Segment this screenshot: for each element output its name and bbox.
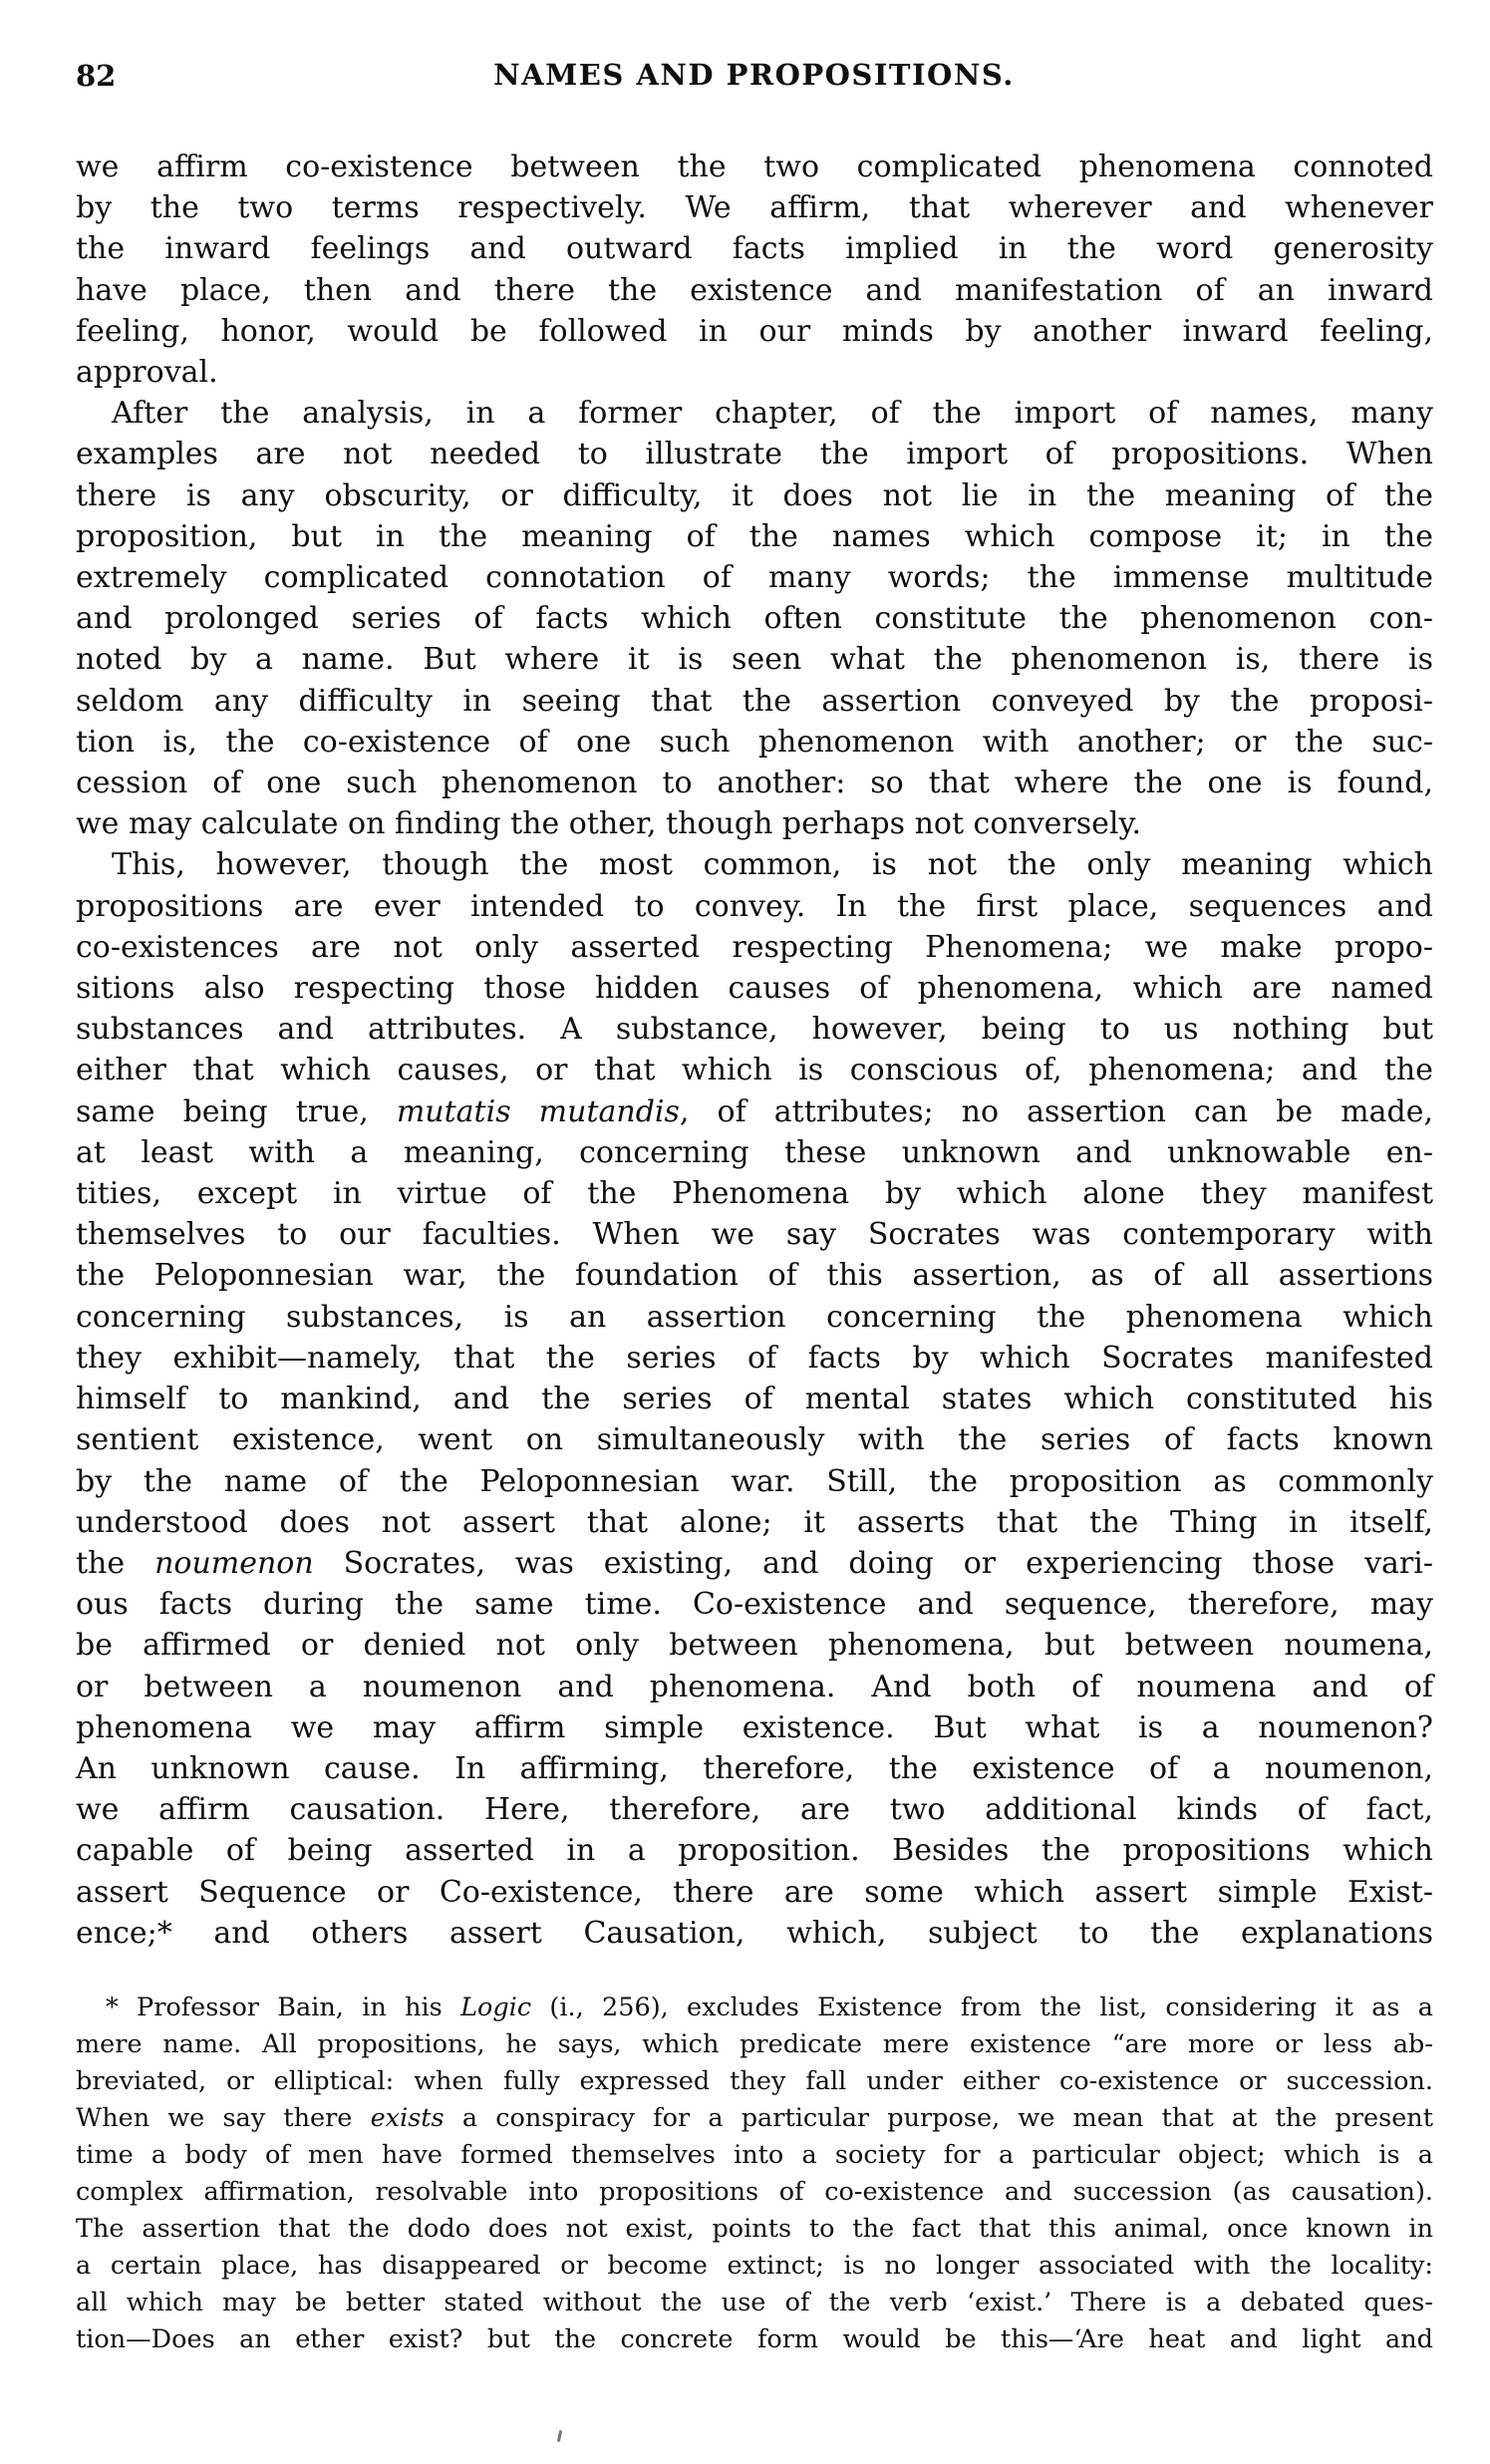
page-number: 82 [76,59,117,93]
text-line: seldom any difficulty in seeing that the assertion conveyed by the proposi- [76,683,1433,719]
text-line: and prolonged series of facts which often constitute the phenomenon con- [76,601,1433,637]
text-line: be affirmed or denied not only between phenomena, but between noumena, [76,1628,1433,1664]
text-line: An unknown cause. In affirming, therefore, the existence of a noumenon, [76,1750,1433,1786]
text-line: assert Sequence or Co-existence, there are some which assert simple Exist- [76,1874,1433,1910]
text-line: themselves to our faculties. When we say Socrates was contemporary with [76,1217,1433,1253]
text-line: or between a noumenon and phenomena. And both of noumena and of [76,1669,1433,1704]
text-line: there is any obscurity, or difficulty, it does not lie in the meaning of the [76,477,1433,513]
paragraph [76,393,1433,844]
text-line: capable of being asserted in a proposition. Besides the propositions which [76,1833,1433,1869]
text-line: After the analysis, in a former chapter, of the import of names, many [112,396,1433,432]
paragraph [76,147,1433,393]
text-line: we affirm co-existence between the two complicated phenomena connoted [76,150,1433,184]
text-line: propositions are ever intended to convey. In the first place, sequences and [76,888,1433,924]
text-line: * Professor Bain, in his Logic (i., 256), excludes Existence from the list, considering it as a [106,1993,1434,2022]
text-line: complex affirmation, resolvable into propositions of co-existence and succession (as causation). [76,2177,1433,2207]
text-line: same being true, mutatis mutandis, of attributes; no assertion can be made, [76,1093,1433,1129]
text-line: This, however, though the most common, is not the only meaning which [112,847,1433,883]
text-line: the Peloponnesian war, the foundation of this assertion, as of all assertions [76,1258,1433,1294]
text-line: When we say there exists a conspiracy for a particular purpose, we mean that at the present [76,2103,1433,2133]
text-line: tion—Does an ether exist? but the concrete form would be this—‘Are heat and light and [76,2324,1433,2354]
text-line: extremely complicated connotation of many words; the immense multitude [76,560,1433,596]
text-line: understood does not assert that alone; it asserts that the Thing in itself, [76,1504,1433,1540]
text-line: breviated, or elliptical: when fully expressed they fall under either co-existence or succession. [76,2066,1433,2096]
text-line: proposition, but in the meaning of the names which compose it; in the [76,518,1433,554]
text-line: the inward feelings and outward facts implied in the word generosity [76,231,1433,267]
text-line: co-existences are not only asserted respecting Phenomena; we make propo- [76,929,1433,965]
text-line: we may calculate on finding the other, though perhaps not conversely. [76,806,1142,842]
text-line: tities, except in virtue of the Phenomena by which alone they manifest [76,1176,1433,1212]
text-line: they exhibit—namely, that the series of facts by which Socrates manifested [76,1340,1433,1376]
text-line: by the name of the Peloponnesian war. Still, the proposition as commonly [76,1463,1433,1499]
footnote [76,1990,1433,2358]
paragraph [76,1990,1433,2358]
text-line: by the two terms respectively. We affirm, that wherever and whenever [76,190,1433,226]
text-line: a certain place, has disappeared or become extinct; is no longer associated with the locality: [76,2251,1433,2281]
text-line: time a body of men have formed themselves into a society for a particular object; which is a [76,2140,1433,2170]
text-line: sentient existence, went on simultaneously with the series of facts known [76,1422,1433,1458]
text-line: have place, then and there the existence and manifestation of an inward [76,272,1433,308]
text-line: phenomena we may affirm simple existence. But what is a noumenon? [76,1709,1433,1745]
text-line: mere name. All propositions, he says, which predicate mere existence “are more or less ab- [76,2029,1433,2059]
text-line: approval. [76,355,218,391]
text-line: ence;* and others assert Causation, which, subject to the explanations [76,1915,1433,1951]
text-line: sitions also respecting those hidden causes of phenomena, which are named [76,971,1433,1007]
text-line: we affirm causation. Here, therefore, are two additional kinds of fact, [76,1792,1433,1828]
text-line: ous facts during the same time. Co-existence and sequence, therefore, may [76,1587,1433,1623]
text-line: feeling, honor, would be followed in our minds by another inward feeling, [76,313,1433,349]
text-line: substances and attributes. A substance, however, being to us nothing but [76,1012,1433,1048]
text-line: all which may be better stated without the use of the verb ‘exist.’ There is a debated ques- [76,2288,1433,2317]
text-line: either that which causes, or that which is conscious of, phenomena; and the [76,1053,1433,1088]
page-header [76,58,1432,92]
text-line: himself to mankind, and the series of mental states which constituted his [76,1382,1433,1417]
running-title: NAMES AND PROPOSITIONS. [493,58,1015,92]
text-line: the noumenon Socrates, was existing, and doing or experiencing those vari- [76,1545,1433,1581]
text-line: examples are not needed to illustrate the import of propositions. When [76,437,1433,472]
text-line: tion is, the co-existence of one such phenomenon with another; or the suc- [76,724,1433,760]
scan-speck [557,2430,562,2442]
body-text [76,147,1433,1954]
text-line: noted by a name. But where it is seen what the phenomenon is, there is [76,642,1433,678]
text-line: concerning substances, is an assertion concerning the phenomena which [76,1299,1433,1335]
paragraph [76,844,1433,1953]
text-line: at least with a meaning, concerning these unknown and unknowable en- [76,1134,1433,1170]
text-line: cession of one such phenomenon to another: so that where the one is found, [76,766,1433,801]
text-line: The assertion that the dodo does not exist, points to the fact that this animal, once known in [76,2214,1433,2244]
